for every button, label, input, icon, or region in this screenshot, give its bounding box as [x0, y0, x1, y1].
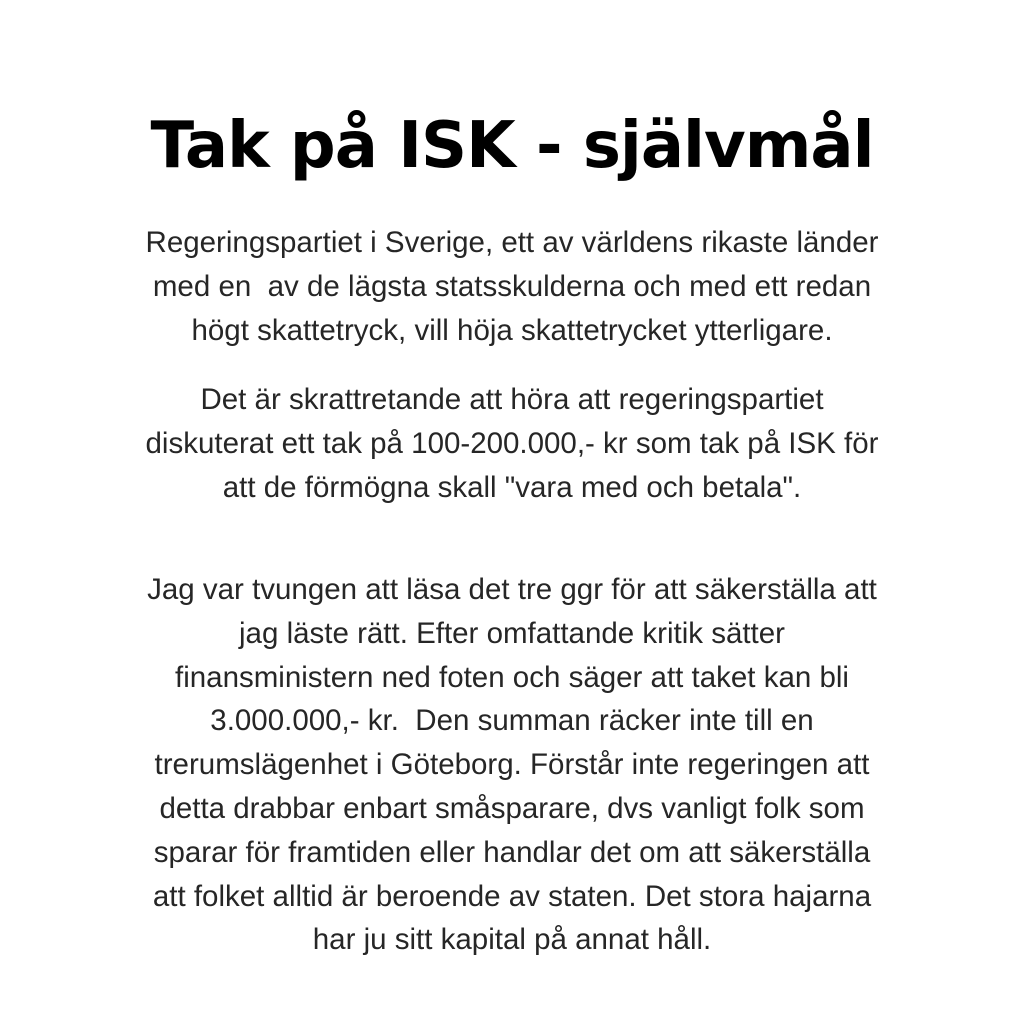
- paragraph-line: sparar för framtiden eller handlar det om att säkerställa: [153, 835, 871, 869]
- page-title: Tak på ISK - självmål: [150, 109, 874, 183]
- paragraph-3: [0, 568, 1024, 962]
- paragraph-line: diskuterat ett tak på 100-200.000,- kr som tak på ISK för: [145, 426, 879, 460]
- paragraph-line: detta drabbar enbart småsparare, dvs vanligt folk som: [159, 791, 865, 825]
- paragraph-line: Regeringspartiet i Sverige, ett av världens rikaste länder: [145, 226, 879, 259]
- paragraph-line: med en av de lägsta statsskulderna och med ett redan: [152, 269, 872, 303]
- paragraph-line: att folket alltid är beroende av staten. Det stora hajarna: [152, 879, 872, 913]
- paragraph-line: har ju sitt kapital på annat håll.: [312, 923, 712, 957]
- paragraph-line: Jag var tvungen att läsa det tre ggr för att säkerställa att: [147, 573, 877, 606]
- paragraph-line: att de förmögna skall "vara med och betala".: [222, 470, 802, 504]
- paragraph-line: Det är skrattretande att höra att regeringspartiet: [200, 383, 824, 416]
- paragraph-2: [0, 378, 1024, 509]
- paragraph-line: högt skattetryck, vill höja skattetrycket ytterligare.: [191, 313, 833, 347]
- paragraph-1: [0, 221, 1024, 352]
- paragraph-line: trerumslägenhet i Göteborg. Förstår inte regeringen att: [154, 748, 870, 782]
- paragraph-line: jag läste rätt. Efter omfattande kritik sätter: [239, 616, 785, 650]
- paragraph-line: 3.000.000,- kr. Den summan räcker inte till en: [210, 704, 814, 738]
- paragraph-line: finansministern ned foten och säger att taket kan bli: [175, 660, 849, 694]
